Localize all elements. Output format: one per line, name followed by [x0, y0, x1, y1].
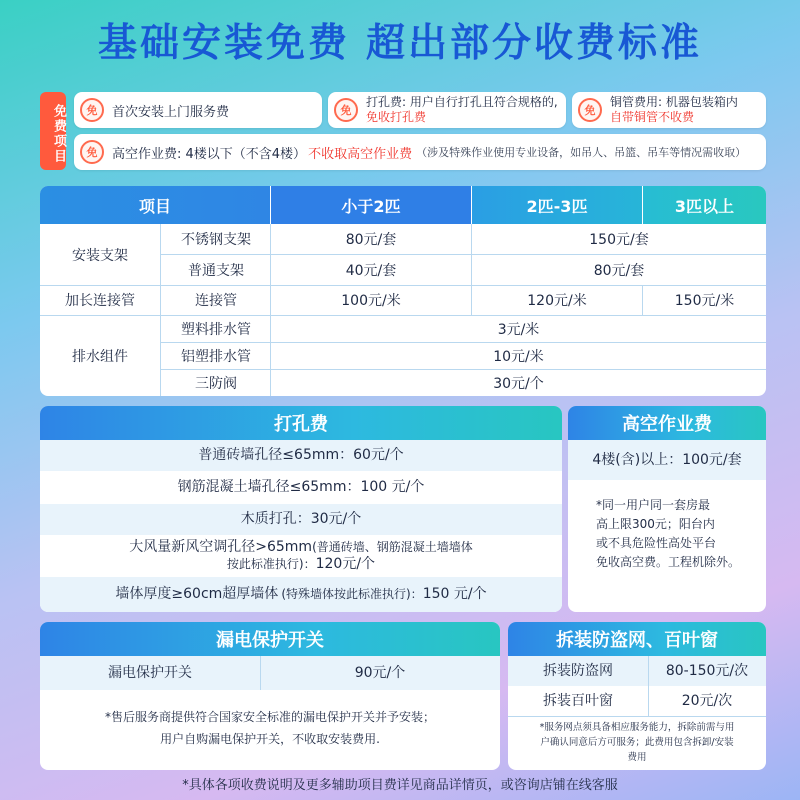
table-cell-item: 普通支架	[188, 262, 244, 279]
high-altitude-price: 4楼(含)以上：100元/套	[568, 440, 766, 480]
grid-line	[270, 224, 271, 396]
group-bracket: 安装支架	[72, 247, 128, 264]
table-cell-price: 80元/套	[345, 232, 397, 248]
table-cell-item: 不锈钢支架	[181, 232, 251, 248]
free-items-panel	[40, 92, 766, 172]
note-line: 费用	[627, 752, 647, 763]
grid-line	[508, 716, 766, 717]
table-header-lt2: 小于2匹	[271, 186, 471, 224]
free-item-note: （涉及特殊作业使用专业设备，如吊人、吊篮、吊车等情况需收取）	[416, 146, 747, 159]
anti-theft-item: 拆装防盗网	[543, 662, 613, 679]
table-cell-price: 80元/套	[593, 262, 645, 279]
drilling-row: 木质打孔：30元/个	[40, 504, 562, 535]
drilling-row-note: (特殊墙体按此标准执行)：	[281, 587, 423, 601]
table-cell-price: 30元/个	[493, 375, 544, 392]
table-cell-item: 连接管	[195, 293, 237, 309]
drilling-fee-panel	[40, 406, 562, 612]
grid-line	[648, 656, 649, 716]
anti-theft-row	[508, 656, 766, 686]
high-altitude-panel	[568, 406, 766, 612]
free-item-text: 首次安装上门服务费	[112, 104, 230, 120]
table-cell-price: 150元/套	[589, 232, 649, 248]
drilling-fee-title: 打孔费	[40, 406, 562, 440]
footer-note: *具体各项收费说明及更多辅助项目费详见商品详情页，或咨询店铺在线客服	[182, 778, 618, 793]
anti-theft-note	[508, 720, 766, 765]
grid-line	[471, 224, 472, 315]
table-header-mid: 2匹-3匹	[472, 186, 642, 224]
anti-theft-row	[508, 686, 766, 716]
note-line: 用户自购漏电保护开关，不收取安装费用.	[160, 732, 380, 746]
table-cell-price: 40元/套	[345, 262, 397, 279]
free-item-copper-pipe	[572, 92, 766, 128]
table-cell-price: 100元/米	[341, 293, 401, 309]
free-item-text: 打孔费: 用户自行打孔且符合规格的,	[366, 95, 558, 109]
note-line: 免收高空费。工程机除外。	[596, 555, 741, 569]
free-item-text: 高空作业费: 4楼以下（不含4楼）	[112, 146, 307, 162]
leakage-switch-row	[40, 656, 500, 690]
group-extension-pipe: 加长连接管	[65, 293, 135, 309]
install-price-table	[40, 186, 766, 396]
drilling-row: 钢筋混凝土墙孔径≤65mm：100 元/个	[177, 479, 425, 495]
table-header-gt3: 3匹以上	[643, 186, 766, 224]
anti-theft-price: 80-150元/次	[665, 662, 749, 679]
free-item-highlight: 免收打孔费	[366, 110, 427, 124]
free-item-highlight: 自带铜管不收费	[610, 110, 695, 124]
free-items-tag: 免费项目	[40, 92, 66, 170]
note-line: *售后服务商提供符合国家安全标准的漏电保护开关并予安装；	[104, 710, 435, 724]
table-cell-price: 10元/米	[493, 348, 544, 365]
leakage-switch-title: 漏电保护开关	[40, 622, 500, 656]
title-part-1: 基础安装免费	[97, 21, 350, 66]
page-title	[0, 12, 800, 68]
drilling-row-large-hole	[40, 535, 562, 577]
free-item-drilling	[328, 92, 566, 128]
free-item-highlight: 不收取高空作业费	[308, 146, 413, 162]
table-cell-price: 150元/米	[674, 293, 735, 309]
table-cell-price: 3元/米	[497, 321, 540, 338]
free-item-text: 铜管费用: 机器包装箱内	[610, 95, 738, 109]
table-cell-item: 铝塑排水管	[181, 348, 251, 365]
leakage-switch-note	[40, 706, 500, 750]
note-line: *服务网点须具备相应服务能力，拆除前需与用	[539, 722, 735, 733]
leakage-switch-item: 漏电保护开关	[108, 664, 192, 681]
drilling-row-text: 墙体厚度≥60cm超厚墙体	[115, 586, 279, 602]
anti-theft-item: 拆装百叶窗	[543, 692, 613, 709]
leakage-switch-panel	[40, 622, 500, 770]
table-cell-item: 三防阀	[195, 375, 237, 392]
anti-theft-panel	[508, 622, 766, 770]
grid-line	[642, 285, 643, 315]
high-altitude-note	[596, 496, 740, 572]
note-line: 户确认同意后方可服务；此费用包含拆卸/安装	[540, 737, 734, 748]
drilling-row: 普通砖墙孔径≤65mm：60元/个	[40, 440, 562, 471]
group-drain: 排水组件	[72, 348, 128, 365]
grid-line	[40, 315, 766, 316]
note-line: 高上限300元；阳台内	[596, 517, 715, 531]
free-item-high-altitude	[74, 134, 766, 170]
table-cell-price: 120元/米	[527, 293, 587, 309]
drilling-row-note: 按此标准执行)：	[226, 557, 316, 571]
drilling-row-price: 150 元/个	[422, 586, 487, 602]
table-cell-item: 塑料排水管	[181, 321, 251, 338]
grid-line	[160, 224, 161, 396]
drilling-row-price: 120元/个	[315, 556, 376, 572]
anti-theft-price: 20元/次	[681, 692, 733, 709]
grid-line	[160, 254, 766, 255]
free-badge-icon: 免	[578, 98, 602, 122]
grid-line	[160, 369, 766, 370]
free-badge-icon: 免	[334, 98, 358, 122]
table-header-item: 项目	[40, 186, 270, 224]
anti-theft-title: 拆装防盗网、百叶窗	[508, 622, 766, 656]
grid-line	[40, 285, 766, 286]
free-badge-icon: 免	[80, 140, 104, 164]
note-line: 或不具危险性高处平台	[596, 536, 717, 550]
drilling-row-note: (普通砖墙、钢筋混凝土墙墙体	[312, 540, 473, 554]
drilling-row-thick-wall	[40, 577, 562, 612]
free-item-door-service	[74, 92, 322, 128]
grid-line	[260, 656, 261, 690]
high-altitude-title: 高空作业费	[568, 406, 766, 440]
drilling-row-text: 大风量新风空调孔径>65mm	[129, 539, 313, 555]
title-part-2: 超出部分收费标准	[366, 21, 703, 66]
grid-line	[160, 342, 766, 343]
note-line: *同一用户同一套房最	[596, 498, 711, 512]
leakage-switch-price: 90元/个	[354, 664, 406, 681]
free-badge-icon: 免	[80, 98, 104, 122]
